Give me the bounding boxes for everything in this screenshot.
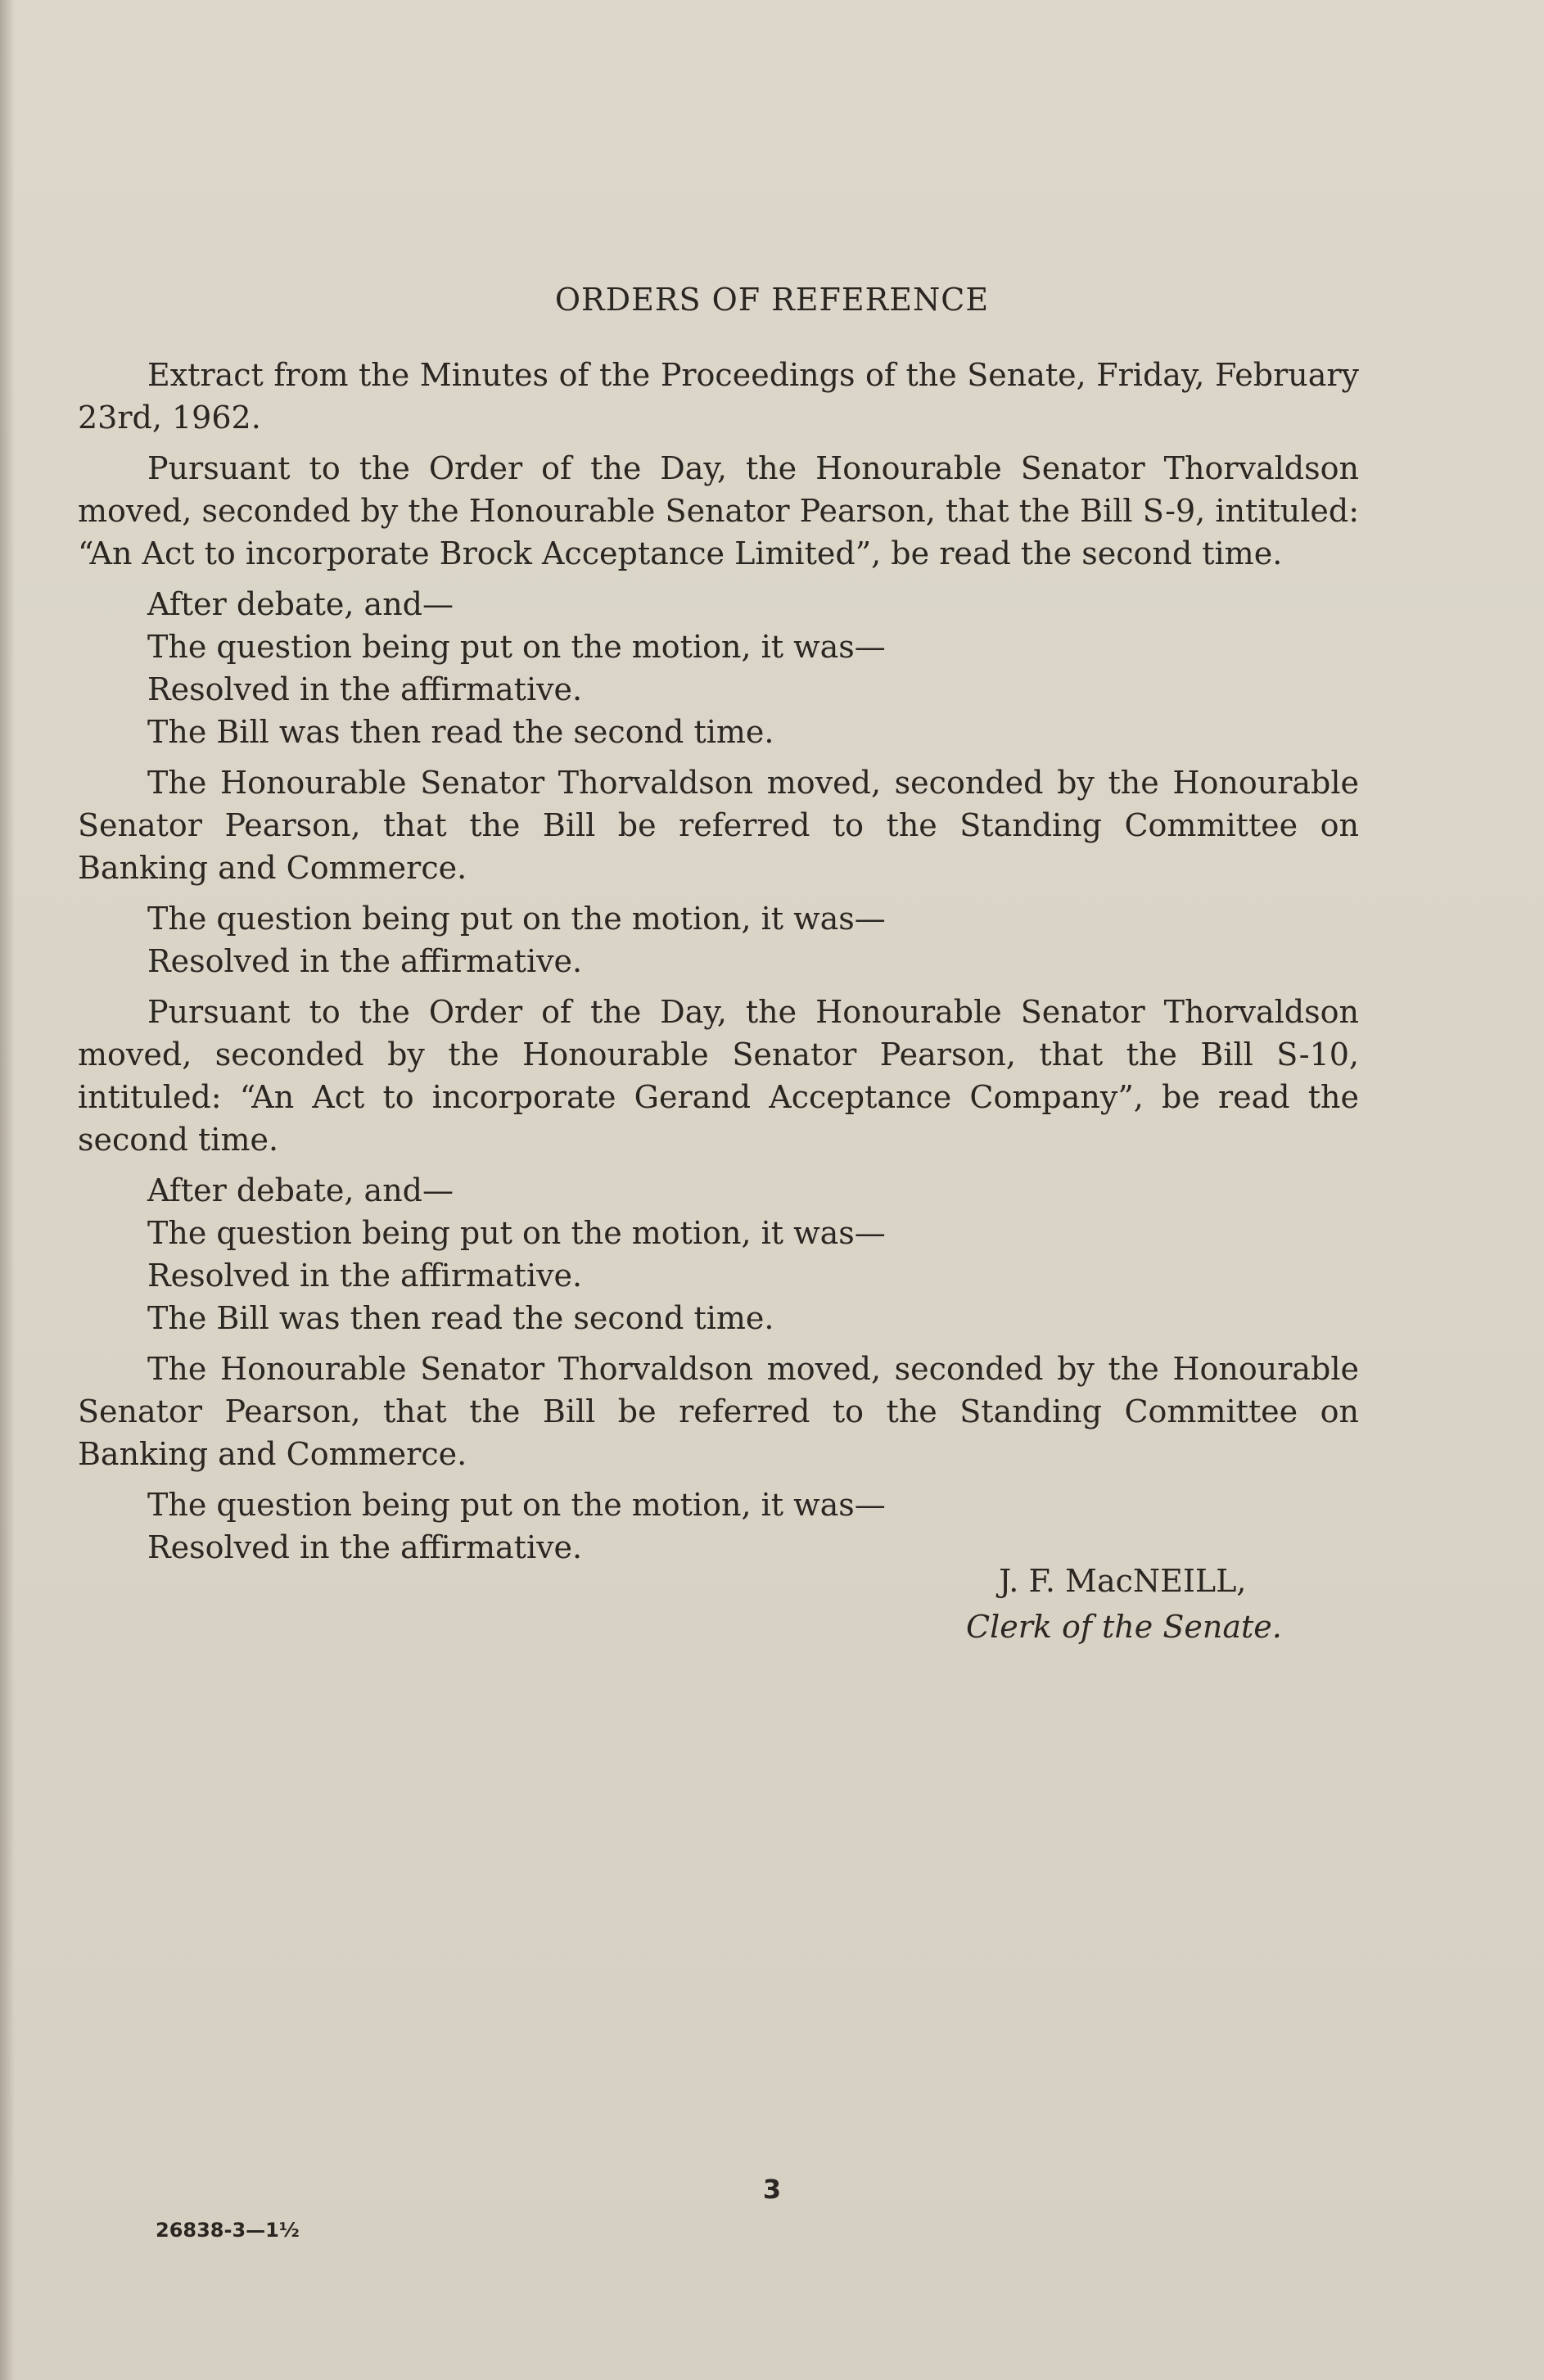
- bill-s9-motion-paragraph: Pursuant to the Order of the Day, the Honourable Senator Thorvaldson moved, seconded by the Honourable Senator Pearson, that the Bill S-9, intituled: “An Act to incorporate Brock Acceptance Limited”, be read the second time.: [78, 450, 1359, 571]
- bill-s10-question2-line: The question being put on the motion, it was—: [147, 1487, 886, 1523]
- page-edge-shadow: [0, 0, 15, 2380]
- bill-s10-debate-line: After debate, and—: [147, 1172, 454, 1208]
- page-title: ORDERS OF REFERENCE: [554, 282, 990, 318]
- spacer: [78, 1339, 1359, 1348]
- spacer: [78, 982, 1359, 991]
- bill-s9-resolved2-line: Resolved in the affirmative.: [147, 943, 583, 979]
- signature-name: J. F. MacNEILL,: [999, 1563, 1247, 1599]
- bill-s9-question-line: The question being put on the motion, it was—: [147, 629, 886, 665]
- bill-s10-read-line: The Bill was then read the second time.: [147, 1300, 774, 1336]
- page-number: 3: [762, 2174, 782, 2205]
- bill-s10-resolved2-line: Resolved in the affirmative.: [147, 1529, 583, 1565]
- bill-s9-resolved-line: Resolved in the affirmative.: [147, 671, 583, 707]
- extract-paragraph: Extract from the Minutes of the Proceedings of the Senate, Friday, February 23rd, 1962.: [78, 357, 1359, 436]
- print-code: 26838-3—1½: [156, 2219, 300, 2242]
- bill-s9-debate-line: After debate, and—: [147, 586, 454, 622]
- bill-s10-referral-paragraph: The Honourable Senator Thorvaldson moved, seconded by the Honourable Senator Pearson, that the Bill be referred to the Standing Committee on Banking and Commerce.: [78, 1351, 1359, 1472]
- bill-s9-referral-paragraph: The Honourable Senator Thorvaldson moved, seconded by the Honourable Senator Pearson, that the Bill be referred to the Standing Committee on Banking and Commerce.: [78, 765, 1359, 886]
- bill-s10-motion-paragraph: Pursuant to the Order of the Day, the Honourable Senator Thorvaldson moved, seconded by the Honourable Senator Pearson, that the Bill S-10, intituled: “An Act to incorporate Gerand Acceptance Company”, be read the second time.: [78, 994, 1359, 1158]
- spacer: [78, 753, 1359, 761]
- bill-s9-question2-line: The question being put on the motion, it was—: [147, 901, 886, 937]
- bill-s10-resolved-line: Resolved in the affirmative.: [147, 1258, 583, 1294]
- document-body: [78, 354, 1359, 1569]
- bill-s10-question-line: The question being put on the motion, it was—: [147, 1215, 886, 1251]
- signature-title: Clerk of the Senate.: [966, 1609, 1282, 1645]
- bill-s9-read-line: The Bill was then read the second time.: [147, 714, 774, 750]
- signature-block: [966, 1558, 1282, 1650]
